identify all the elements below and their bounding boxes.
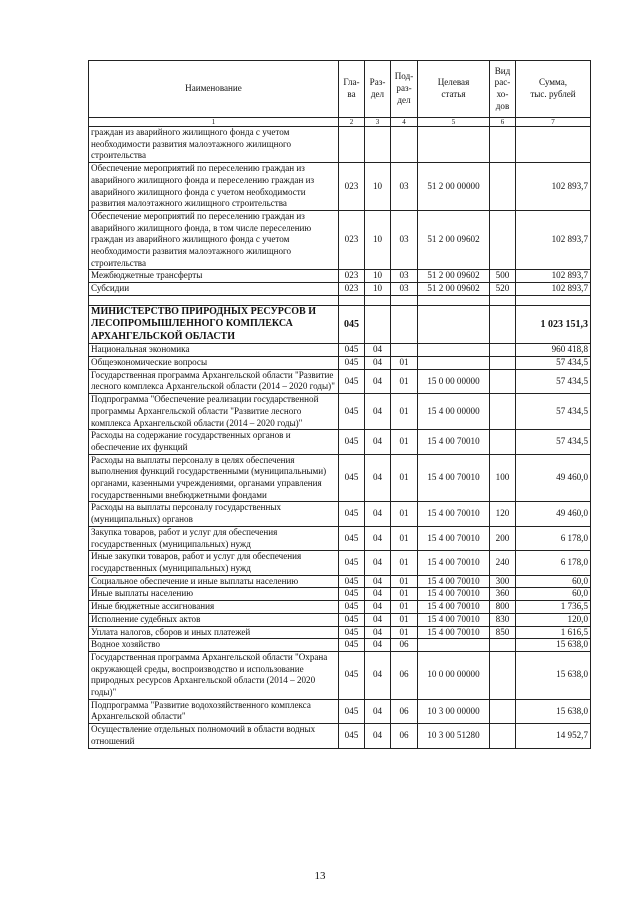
row-glava: 045 <box>339 344 365 357</box>
row-celevaya: 15 4 00 70010 <box>418 626 490 639</box>
row-summa <box>516 127 591 163</box>
table-row <box>89 394 591 430</box>
row-glava <box>339 295 365 305</box>
row-vid <box>490 724 516 748</box>
row-celevaya: 15 4 00 70010 <box>418 454 490 502</box>
row-name: Расходы на выплаты персоналу в целях обеспечения выполнения функций государственными (муниципальными) органами, казенными учреждениями, органами управления государственными внебюджетными фондами <box>89 454 339 502</box>
table-row <box>89 626 591 639</box>
row-name: Иные закупки товаров, работ и услуг для обеспечения государственных (муниципальных) нужд <box>89 551 339 575</box>
row-podrazdel: 06 <box>391 639 418 652</box>
row-celevaya: 51 2 00 00000 <box>418 163 490 211</box>
row-razdel: 10 <box>365 270 391 283</box>
row-glava: 045 <box>339 305 365 344</box>
row-vid: 100 <box>490 454 516 502</box>
header-row <box>89 61 591 118</box>
table-row <box>89 270 591 283</box>
row-name: Осуществление отдельных полномочий в области водных отношений <box>89 724 339 748</box>
column-number: 7 <box>516 118 591 127</box>
header-vid: Вид рас- хо- дов <box>490 61 516 118</box>
row-summa: 14 952,7 <box>516 724 591 748</box>
row-name: Закупка товаров, работ и услуг для обеспечения государственных (муниципальных) нужд <box>89 526 339 550</box>
row-razdel: 04 <box>365 699 391 723</box>
header-summa: Сумма, тыс. рублей <box>516 61 591 118</box>
row-name: Государственная программа Архангельской области "Развитие лесного комплекса Архангельской области (2014 – 2020 годы)" <box>89 369 339 393</box>
row-podrazdel: 01 <box>391 601 418 614</box>
row-celevaya <box>418 344 490 357</box>
table-row <box>89 601 591 614</box>
row-podrazdel <box>391 295 418 305</box>
row-podrazdel: 01 <box>391 502 418 526</box>
row-name: Обеспечение мероприятий по переселению граждан из аварийного жилищного фонда и переселению граждан из аварийного жилищного фонда с учетом необходимости развития малоэтажного жилищного строительства <box>89 163 339 211</box>
row-celevaya: 15 4 00 70010 <box>418 601 490 614</box>
row-celevaya: 15 4 00 70010 <box>418 613 490 626</box>
row-celevaya: 15 4 00 70010 <box>418 430 490 454</box>
table-row <box>89 210 591 270</box>
row-razdel: 04 <box>365 601 391 614</box>
row-vid <box>490 699 516 723</box>
row-glava: 045 <box>339 651 365 699</box>
row-glava: 023 <box>339 283 365 296</box>
row-podrazdel: 01 <box>391 430 418 454</box>
row-razdel <box>365 127 391 163</box>
row-summa: 102 893,7 <box>516 163 591 211</box>
table-row <box>89 724 591 748</box>
row-vid: 800 <box>490 601 516 614</box>
row-summa: 49 460,0 <box>516 502 591 526</box>
row-glava: 045 <box>339 626 365 639</box>
row-celevaya: 51 2 00 09602 <box>418 210 490 270</box>
row-summa: 120,0 <box>516 613 591 626</box>
row-name: Общеэкономические вопросы <box>89 357 339 370</box>
row-celevaya: 15 4 00 70010 <box>418 575 490 588</box>
row-vid <box>490 210 516 270</box>
row-name: Уплата налогов, сборов и иных платежей <box>89 626 339 639</box>
row-vid: 120 <box>490 502 516 526</box>
row-celevaya: 15 0 00 00000 <box>418 369 490 393</box>
column-number: 4 <box>391 118 418 127</box>
row-celevaya: 15 4 00 70010 <box>418 551 490 575</box>
row-razdel: 10 <box>365 283 391 296</box>
row-vid: 200 <box>490 526 516 550</box>
row-summa: 15 638,0 <box>516 639 591 652</box>
column-number: 1 <box>89 118 339 127</box>
row-summa <box>516 295 591 305</box>
row-name <box>89 295 339 305</box>
budget-table <box>88 60 591 749</box>
table-row <box>89 295 591 305</box>
row-vid <box>490 295 516 305</box>
row-podrazdel: 03 <box>391 163 418 211</box>
row-vid: 850 <box>490 626 516 639</box>
row-name: Иные бюджетные ассигнования <box>89 601 339 614</box>
row-razdel: 04 <box>365 369 391 393</box>
row-vid <box>490 357 516 370</box>
row-vid <box>490 344 516 357</box>
row-celevaya: 15 4 00 70010 <box>418 502 490 526</box>
row-name: МИНИСТЕРСТВО ПРИРОДНЫХ РЕСУРСОВ И ЛЕСОПРОМЫШЛЕННОГО КОМПЛЕКСА АРХАНГЕЛЬСКОЙ ОБЛАСТИ <box>89 305 339 344</box>
row-podrazdel: 03 <box>391 210 418 270</box>
row-podrazdel: 01 <box>391 588 418 601</box>
row-summa: 15 638,0 <box>516 699 591 723</box>
row-name: Межбюджетные трансферты <box>89 270 339 283</box>
table-row <box>89 357 591 370</box>
row-vid <box>490 305 516 344</box>
table-row <box>89 639 591 652</box>
header-glava: Гла- ва <box>339 61 365 118</box>
row-podrazdel <box>391 127 418 163</box>
row-vid <box>490 127 516 163</box>
row-podrazdel: 01 <box>391 369 418 393</box>
row-celevaya: 10 0 00 00000 <box>418 651 490 699</box>
row-summa: 6 178,0 <box>516 526 591 550</box>
row-glava: 045 <box>339 357 365 370</box>
column-number: 2 <box>339 118 365 127</box>
table-row <box>89 344 591 357</box>
row-glava: 045 <box>339 394 365 430</box>
row-vid: 360 <box>490 588 516 601</box>
row-podrazdel: 06 <box>391 724 418 748</box>
row-vid <box>490 639 516 652</box>
table-row <box>89 163 591 211</box>
row-podrazdel: 01 <box>391 454 418 502</box>
row-summa: 102 893,7 <box>516 210 591 270</box>
row-razdel: 04 <box>365 724 391 748</box>
row-glava: 045 <box>339 724 365 748</box>
row-razdel: 04 <box>365 551 391 575</box>
row-glava: 045 <box>339 502 365 526</box>
table-row <box>89 613 591 626</box>
row-razdel: 04 <box>365 430 391 454</box>
row-glava: 023 <box>339 210 365 270</box>
row-glava: 045 <box>339 575 365 588</box>
row-razdel: 04 <box>365 526 391 550</box>
row-name: Социальное обеспечение и иные выплаты населению <box>89 575 339 588</box>
row-name: Субсидии <box>89 283 339 296</box>
row-celevaya: 51 2 00 09602 <box>418 270 490 283</box>
row-summa: 6 178,0 <box>516 551 591 575</box>
row-podrazdel <box>391 305 418 344</box>
row-glava: 023 <box>339 163 365 211</box>
row-razdel: 04 <box>365 357 391 370</box>
row-name: Водное хозяйство <box>89 639 339 652</box>
row-podrazdel: 01 <box>391 526 418 550</box>
row-glava: 045 <box>339 588 365 601</box>
row-vid: 520 <box>490 283 516 296</box>
table-row <box>89 369 591 393</box>
row-glava: 045 <box>339 613 365 626</box>
row-summa: 102 893,7 <box>516 283 591 296</box>
table-row <box>89 454 591 502</box>
row-glava: 045 <box>339 601 365 614</box>
row-celevaya: 15 4 00 00000 <box>418 394 490 430</box>
header-podrazdel: Под- раз- дел <box>391 61 418 118</box>
row-razdel: 04 <box>365 394 391 430</box>
row-celevaya: 15 4 00 70010 <box>418 588 490 601</box>
row-razdel: 04 <box>365 575 391 588</box>
row-summa: 1 023 151,3 <box>516 305 591 344</box>
table-row <box>89 526 591 550</box>
row-razdel: 04 <box>365 454 391 502</box>
row-glava: 023 <box>339 270 365 283</box>
row-razdel: 04 <box>365 626 391 639</box>
row-vid <box>490 394 516 430</box>
row-summa: 57 434,5 <box>516 369 591 393</box>
row-name: Исполнение судебных актов <box>89 613 339 626</box>
row-name: Государственная программа Архангельской области "Охрана окружающей среды, воспроизводство и использование природных ресурсов Архангельской области (2014 – 2020 годы)" <box>89 651 339 699</box>
row-summa: 57 434,5 <box>516 430 591 454</box>
row-razdel: 04 <box>365 344 391 357</box>
row-vid <box>490 430 516 454</box>
table-row <box>89 127 591 163</box>
row-summa: 1 616,5 <box>516 626 591 639</box>
table-row <box>89 588 591 601</box>
row-vid <box>490 369 516 393</box>
row-name: Подпрограмма "Развитие водохозяйственного комплекса Архангельской области" <box>89 699 339 723</box>
header-razdel: Раз- дел <box>365 61 391 118</box>
row-summa: 57 434,5 <box>516 357 591 370</box>
row-vid: 830 <box>490 613 516 626</box>
column-number: 5 <box>418 118 490 127</box>
table-row <box>89 575 591 588</box>
row-glava: 045 <box>339 454 365 502</box>
row-summa: 1 736,5 <box>516 601 591 614</box>
row-summa: 49 460,0 <box>516 454 591 502</box>
row-glava: 045 <box>339 551 365 575</box>
row-glava: 045 <box>339 369 365 393</box>
column-number: 6 <box>490 118 516 127</box>
page-number: 13 <box>314 870 326 882</box>
header-name: Наименование <box>89 61 339 118</box>
row-celevaya <box>418 357 490 370</box>
row-podrazdel: 01 <box>391 357 418 370</box>
row-podrazdel: 06 <box>391 699 418 723</box>
row-summa: 15 638,0 <box>516 651 591 699</box>
table-row <box>89 305 591 344</box>
row-glava: 045 <box>339 699 365 723</box>
row-name: Подпрограмма "Обеспечение реализации государственной программы Архангельской области "Развитие лесного комплекса Архангельской области (2014 – 2020 годы)" <box>89 394 339 430</box>
row-podrazdel: 01 <box>391 575 418 588</box>
row-vid <box>490 651 516 699</box>
row-razdel: 10 <box>365 163 391 211</box>
row-vid: 500 <box>490 270 516 283</box>
row-podrazdel: 01 <box>391 613 418 626</box>
row-razdel: 04 <box>365 639 391 652</box>
row-razdel: 04 <box>365 588 391 601</box>
table-row <box>89 502 591 526</box>
table-row <box>89 430 591 454</box>
row-podrazdel: 03 <box>391 283 418 296</box>
row-summa: 57 434,5 <box>516 394 591 430</box>
row-celevaya: 15 4 00 70010 <box>418 526 490 550</box>
row-podrazdel: 01 <box>391 626 418 639</box>
row-celevaya: 10 3 00 00000 <box>418 699 490 723</box>
row-celevaya: 10 3 00 51280 <box>418 724 490 748</box>
column-number: 3 <box>365 118 391 127</box>
row-podrazdel: 03 <box>391 270 418 283</box>
row-celevaya: 51 2 00 09602 <box>418 283 490 296</box>
row-razdel: 04 <box>365 613 391 626</box>
row-summa: 60,0 <box>516 588 591 601</box>
row-vid: 240 <box>490 551 516 575</box>
row-vid: 300 <box>490 575 516 588</box>
row-name: Обеспечение мероприятий по переселению граждан из аварийного жилищного фонда, в том числе переселению граждан из аварийного жилищного фонда с учетом необходимости развития малоэтажного жилищного строительства <box>89 210 339 270</box>
row-name: Национальная экономика <box>89 344 339 357</box>
row-vid <box>490 163 516 211</box>
row-glava: 045 <box>339 526 365 550</box>
header-celevaya: Целевая статья <box>418 61 490 118</box>
row-podrazdel <box>391 344 418 357</box>
table-row <box>89 651 591 699</box>
row-celevaya <box>418 639 490 652</box>
row-glava: 045 <box>339 639 365 652</box>
row-glava <box>339 127 365 163</box>
row-name: граждан из аварийного жилищного фонда с учетом необходимости развития малоэтажного жилищного строительства <box>89 127 339 163</box>
row-celevaya <box>418 295 490 305</box>
row-razdel: 10 <box>365 210 391 270</box>
row-razdel <box>365 295 391 305</box>
row-razdel: 04 <box>365 502 391 526</box>
row-summa: 60,0 <box>516 575 591 588</box>
row-podrazdel: 06 <box>391 651 418 699</box>
row-name: Иные выплаты населению <box>89 588 339 601</box>
row-celevaya <box>418 127 490 163</box>
row-podrazdel: 01 <box>391 551 418 575</box>
table-row <box>89 699 591 723</box>
row-celevaya <box>418 305 490 344</box>
row-razdel <box>365 305 391 344</box>
row-summa: 102 893,7 <box>516 270 591 283</box>
row-razdel: 04 <box>365 651 391 699</box>
table-body <box>89 127 591 749</box>
row-summa: 960 418,8 <box>516 344 591 357</box>
row-name: Расходы на содержание государственных органов и обеспечение их функций <box>89 430 339 454</box>
row-podrazdel: 01 <box>391 394 418 430</box>
row-name: Расходы на выплаты персоналу государственных (муниципальных) органов <box>89 502 339 526</box>
table-row <box>89 551 591 575</box>
column-number-row <box>89 118 591 127</box>
table-row <box>89 283 591 296</box>
row-glava: 045 <box>339 430 365 454</box>
